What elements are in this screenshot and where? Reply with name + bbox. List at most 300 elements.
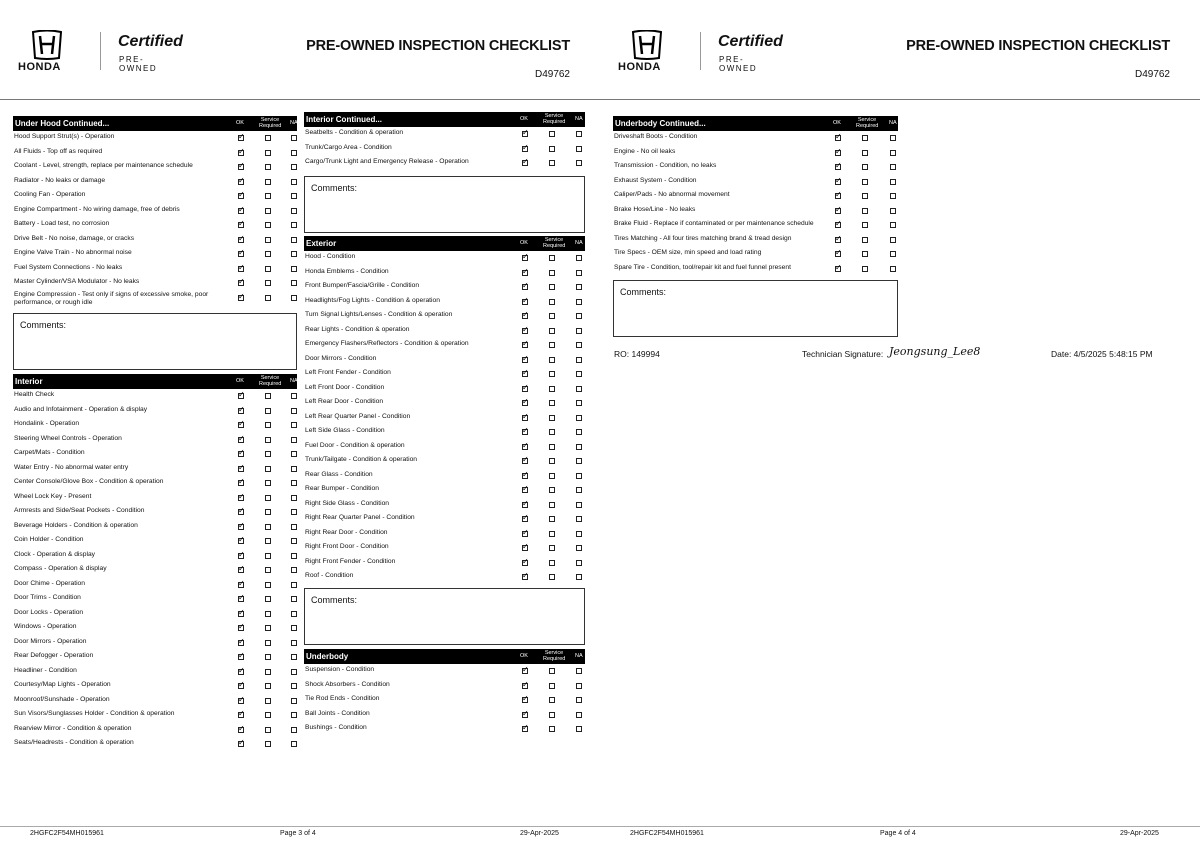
service-required-checkbox[interactable] bbox=[549, 726, 555, 732]
service-required-checkbox[interactable] bbox=[265, 741, 271, 747]
checklist-item-label: Fuel System Connections - No leaks bbox=[14, 263, 123, 271]
ok-checkbox[interactable] bbox=[238, 596, 244, 602]
ok-checkbox[interactable] bbox=[522, 299, 528, 305]
service-required-checkbox[interactable] bbox=[549, 473, 555, 479]
na-checkbox[interactable] bbox=[291, 524, 297, 530]
na-checkbox[interactable] bbox=[576, 371, 582, 377]
service-required-checkbox[interactable] bbox=[549, 502, 555, 508]
na-checkbox[interactable] bbox=[291, 266, 297, 272]
ok-checkbox[interactable] bbox=[238, 422, 244, 428]
service-required-checkbox[interactable] bbox=[549, 270, 555, 276]
na-checkbox[interactable] bbox=[890, 135, 896, 141]
checklist-row-hood-support-strut-s-operation bbox=[13, 131, 297, 146]
ok-checkbox[interactable] bbox=[238, 538, 244, 544]
ok-checkbox[interactable] bbox=[238, 251, 244, 257]
checklist-item-label: Turn Signal Lights/Lenses - Condition & operation bbox=[305, 311, 453, 318]
na-checkbox[interactable] bbox=[576, 415, 582, 421]
na-checkbox[interactable] bbox=[291, 683, 297, 689]
section-header bbox=[304, 649, 585, 664]
ok-checkbox[interactable] bbox=[238, 408, 244, 414]
honda-wordmark: HONDA bbox=[618, 61, 661, 73]
checklist-item-label: Seatbelts - Condition & operation bbox=[305, 129, 404, 136]
na-checkbox[interactable] bbox=[291, 654, 297, 660]
service-required-checkbox[interactable] bbox=[862, 193, 868, 199]
ok-checkbox[interactable] bbox=[522, 531, 528, 537]
ok-checkbox[interactable] bbox=[835, 193, 841, 199]
service-required-checkbox[interactable] bbox=[862, 164, 868, 170]
na-checkbox[interactable] bbox=[576, 712, 582, 718]
ok-checkbox[interactable] bbox=[238, 164, 244, 170]
ok-checkbox[interactable] bbox=[238, 683, 244, 689]
ok-checkbox[interactable] bbox=[238, 451, 244, 457]
na-checkbox[interactable] bbox=[291, 509, 297, 515]
checklist-item-label: Windows - Operation bbox=[14, 623, 77, 630]
service-required-checkbox[interactable] bbox=[549, 255, 555, 261]
service-required-checkbox[interactable] bbox=[549, 697, 555, 703]
ok-checkbox[interactable] bbox=[522, 574, 528, 580]
checklist-item-label: Transmission - Condition, no leaks bbox=[614, 162, 717, 169]
service-required-checkbox[interactable] bbox=[862, 251, 868, 257]
service-required-checkbox[interactable] bbox=[265, 625, 271, 631]
na-checkbox[interactable] bbox=[291, 222, 297, 228]
service-required-checkbox[interactable] bbox=[265, 640, 271, 646]
service-required-checkbox[interactable] bbox=[549, 342, 555, 348]
ok-checkbox[interactable] bbox=[522, 160, 528, 166]
ok-checkbox[interactable] bbox=[238, 437, 244, 443]
na-checkbox[interactable] bbox=[291, 251, 297, 257]
service-required-checkbox[interactable] bbox=[265, 208, 271, 214]
ok-checkbox[interactable] bbox=[238, 524, 244, 530]
checklist-row-radiator-no-leaks-or-damage bbox=[13, 175, 297, 190]
section-header bbox=[304, 236, 585, 251]
service-required-checkbox[interactable] bbox=[549, 458, 555, 464]
checklist-item-label: Engine Compartment - No wiring damage, free of debris bbox=[14, 205, 180, 213]
checklist-row-door-mirrors-condition bbox=[304, 353, 585, 368]
service-required-checkbox[interactable] bbox=[265, 712, 271, 718]
ok-checkbox[interactable] bbox=[238, 466, 244, 472]
na-checkbox[interactable] bbox=[890, 193, 896, 199]
ok-checkbox[interactable] bbox=[238, 208, 244, 214]
na-checkbox[interactable] bbox=[576, 683, 582, 689]
service-required-checkbox[interactable] bbox=[265, 266, 271, 272]
service-required-checkbox[interactable] bbox=[549, 683, 555, 689]
ok-checkbox[interactable] bbox=[522, 502, 528, 508]
service-required-checkbox[interactable] bbox=[265, 538, 271, 544]
service-required-checkbox[interactable] bbox=[265, 553, 271, 559]
service-required-checkbox[interactable] bbox=[265, 654, 271, 660]
section-title: Underbody bbox=[306, 652, 349, 661]
na-checkbox[interactable] bbox=[291, 295, 297, 301]
na-checkbox[interactable] bbox=[576, 458, 582, 464]
ok-checkbox[interactable] bbox=[835, 135, 841, 141]
na-checkbox[interactable] bbox=[291, 208, 297, 214]
ok-checkbox[interactable] bbox=[522, 683, 528, 689]
na-checkbox[interactable] bbox=[890, 208, 896, 214]
ok-checkbox[interactable] bbox=[522, 270, 528, 276]
service-required-checkbox[interactable] bbox=[265, 193, 271, 199]
na-checkbox[interactable] bbox=[576, 473, 582, 479]
service-required-checkbox[interactable] bbox=[265, 150, 271, 156]
na-checkbox[interactable] bbox=[291, 669, 297, 675]
na-checkbox[interactable] bbox=[291, 164, 297, 170]
na-checkbox[interactable] bbox=[890, 237, 896, 243]
service-required-checkbox[interactable] bbox=[549, 429, 555, 435]
checklist-item-label: All Fluids - Top off as required bbox=[14, 147, 103, 155]
ok-checkbox[interactable] bbox=[238, 712, 244, 718]
na-checkbox[interactable] bbox=[291, 538, 297, 544]
service-required-checkbox[interactable] bbox=[265, 480, 271, 486]
footer-page-number: Page 4 of 4 bbox=[880, 830, 916, 837]
na-checkbox[interactable] bbox=[890, 266, 896, 272]
service-required-checkbox[interactable] bbox=[265, 567, 271, 573]
checklist-item-label: Tie Rod Ends - Condition bbox=[305, 695, 380, 702]
ok-checkbox[interactable] bbox=[238, 393, 244, 399]
ok-checkbox[interactable] bbox=[522, 146, 528, 152]
service-required-checkbox[interactable] bbox=[265, 582, 271, 588]
service-required-checkbox[interactable] bbox=[265, 524, 271, 530]
service-required-checkbox[interactable] bbox=[862, 150, 868, 156]
ok-checkbox[interactable] bbox=[238, 135, 244, 141]
ok-checkbox[interactable] bbox=[238, 280, 244, 286]
ok-checkbox[interactable] bbox=[238, 625, 244, 631]
na-checkbox[interactable] bbox=[576, 255, 582, 261]
service-required-checkbox[interactable] bbox=[549, 444, 555, 450]
checklist-item-label: Spare Tire - Condition, tool/repair kit and fuel funnel present bbox=[614, 263, 791, 271]
na-checkbox[interactable] bbox=[291, 437, 297, 443]
column-ok-label: OK bbox=[520, 240, 528, 246]
service-required-checkbox[interactable] bbox=[265, 727, 271, 733]
service-required-checkbox[interactable] bbox=[265, 408, 271, 414]
na-checkbox[interactable] bbox=[291, 596, 297, 602]
checklist-row-cooling-fan-operation bbox=[13, 189, 297, 204]
ok-checkbox[interactable] bbox=[522, 487, 528, 493]
service-required-checkbox[interactable] bbox=[265, 669, 271, 675]
ok-checkbox[interactable] bbox=[238, 480, 244, 486]
ok-checkbox[interactable] bbox=[238, 179, 244, 185]
service-required-checkbox[interactable] bbox=[549, 386, 555, 392]
ok-checkbox[interactable] bbox=[238, 222, 244, 228]
na-checkbox[interactable] bbox=[291, 480, 297, 486]
service-required-checkbox[interactable] bbox=[265, 237, 271, 243]
service-required-checkbox[interactable] bbox=[265, 179, 271, 185]
service-required-checkbox[interactable] bbox=[549, 545, 555, 551]
na-checkbox[interactable] bbox=[576, 574, 582, 580]
ok-checkbox[interactable] bbox=[238, 495, 244, 501]
ok-checkbox[interactable] bbox=[238, 266, 244, 272]
checklist-row-right-rear-quarter-panel-condition bbox=[304, 512, 585, 527]
service-required-checkbox[interactable] bbox=[265, 596, 271, 602]
ok-checkbox[interactable] bbox=[522, 712, 528, 718]
na-checkbox[interactable] bbox=[291, 179, 297, 185]
service-required-checkbox[interactable] bbox=[265, 422, 271, 428]
checklist-item-label: Rear Lights - Condition & operation bbox=[305, 325, 410, 333]
service-required-checkbox[interactable] bbox=[549, 299, 555, 305]
na-checkbox[interactable] bbox=[890, 150, 896, 156]
service-required-checkbox[interactable] bbox=[549, 487, 555, 493]
service-required-checkbox[interactable] bbox=[549, 400, 555, 406]
service-required-checkbox[interactable] bbox=[265, 509, 271, 515]
service-required-checkbox[interactable] bbox=[265, 251, 271, 257]
checklist-item-label: Cooling Fan - Operation bbox=[14, 191, 86, 198]
checklist-item-label: Left Side Glass - Condition bbox=[305, 427, 385, 434]
na-checkbox[interactable] bbox=[291, 741, 297, 747]
ok-checkbox[interactable] bbox=[522, 458, 528, 464]
na-checkbox[interactable] bbox=[291, 393, 297, 399]
checklist-row-moonroof-sunshade-operation bbox=[13, 694, 297, 709]
ok-checkbox[interactable] bbox=[835, 150, 841, 156]
na-checkbox[interactable] bbox=[291, 451, 297, 457]
comments-label: Comments: bbox=[620, 287, 667, 297]
na-checkbox[interactable] bbox=[291, 237, 297, 243]
checklist-item-label: Left Front Fender - Condition bbox=[305, 369, 391, 376]
service-required-checkbox[interactable] bbox=[265, 466, 271, 472]
na-checkbox[interactable] bbox=[291, 640, 297, 646]
service-required-checkbox[interactable] bbox=[265, 280, 271, 286]
na-checkbox[interactable] bbox=[291, 625, 297, 631]
na-checkbox[interactable] bbox=[291, 727, 297, 733]
ok-checkbox[interactable] bbox=[522, 313, 528, 319]
na-checkbox[interactable] bbox=[576, 429, 582, 435]
ok-checkbox[interactable] bbox=[522, 473, 528, 479]
ok-checkbox[interactable] bbox=[238, 193, 244, 199]
technician-signature: Jeongsung_Lee8 bbox=[889, 345, 981, 358]
ok-checkbox[interactable] bbox=[522, 560, 528, 566]
ok-checkbox[interactable] bbox=[522, 342, 528, 348]
ok-checkbox[interactable] bbox=[835, 208, 841, 214]
ok-checkbox[interactable] bbox=[522, 429, 528, 435]
checklist-item-label: Bushings - Condition bbox=[305, 724, 367, 731]
service-required-checkbox[interactable] bbox=[549, 160, 555, 166]
service-required-checkbox[interactable] bbox=[549, 313, 555, 319]
ok-checkbox[interactable] bbox=[835, 179, 841, 185]
checklist-item-label: Brake Fluid - Replace if contaminated or per maintenance schedule bbox=[614, 220, 814, 227]
technician-signature-label: Technician Signature: bbox=[802, 349, 884, 359]
service-required-checkbox[interactable] bbox=[265, 611, 271, 617]
na-checkbox[interactable] bbox=[291, 408, 297, 414]
na-checkbox[interactable] bbox=[576, 160, 582, 166]
checklist-row-ball-joints-condition bbox=[304, 708, 585, 723]
na-checkbox[interactable] bbox=[291, 422, 297, 428]
ok-checkbox[interactable] bbox=[522, 400, 528, 406]
ok-checkbox[interactable] bbox=[835, 222, 841, 228]
comments-label: Comments: bbox=[311, 183, 358, 193]
na-checkbox[interactable] bbox=[576, 131, 582, 137]
service-required-checkbox[interactable] bbox=[549, 371, 555, 377]
na-checkbox[interactable] bbox=[291, 280, 297, 286]
na-checkbox[interactable] bbox=[890, 222, 896, 228]
ok-checkbox[interactable] bbox=[522, 328, 528, 334]
service-required-checkbox[interactable] bbox=[265, 295, 271, 301]
service-required-checkbox[interactable] bbox=[549, 415, 555, 421]
ok-checkbox[interactable] bbox=[835, 266, 841, 272]
na-checkbox[interactable] bbox=[576, 444, 582, 450]
na-checkbox[interactable] bbox=[576, 545, 582, 551]
ok-checkbox[interactable] bbox=[835, 251, 841, 257]
service-required-checkbox[interactable] bbox=[862, 222, 868, 228]
service-required-checkbox[interactable] bbox=[862, 135, 868, 141]
footer-date: 29-Apr-2025 bbox=[1120, 830, 1159, 837]
comments-box-underbody[interactable] bbox=[613, 280, 898, 337]
na-checkbox[interactable] bbox=[576, 386, 582, 392]
na-checkbox[interactable] bbox=[291, 466, 297, 472]
checklist-row-battery-load-test-no-corrosion bbox=[13, 218, 297, 233]
na-checkbox[interactable] bbox=[576, 328, 582, 334]
ok-checkbox[interactable] bbox=[522, 697, 528, 703]
na-checkbox[interactable] bbox=[890, 164, 896, 170]
na-checkbox[interactable] bbox=[291, 150, 297, 156]
ok-checkbox[interactable] bbox=[238, 509, 244, 515]
service-required-checkbox[interactable] bbox=[862, 266, 868, 272]
na-checkbox[interactable] bbox=[291, 193, 297, 199]
na-checkbox[interactable] bbox=[576, 502, 582, 508]
na-checkbox[interactable] bbox=[576, 516, 582, 522]
na-checkbox[interactable] bbox=[576, 726, 582, 732]
ok-checkbox[interactable] bbox=[522, 131, 528, 137]
ok-checkbox[interactable] bbox=[238, 582, 244, 588]
service-required-checkbox[interactable] bbox=[265, 135, 271, 141]
column-service-required-label: Service Required bbox=[543, 237, 566, 249]
checklist-row-beverage-holders-condition-operation bbox=[13, 520, 297, 535]
ok-checkbox[interactable] bbox=[522, 371, 528, 377]
na-checkbox[interactable] bbox=[291, 135, 297, 141]
comments-box-interior[interactable] bbox=[304, 176, 585, 233]
column-service-required-label: Service Required bbox=[856, 117, 879, 129]
column-ok-label: OK bbox=[833, 120, 841, 126]
na-checkbox[interactable] bbox=[576, 146, 582, 152]
column-na-label: NA bbox=[889, 120, 897, 126]
ok-checkbox[interactable] bbox=[835, 164, 841, 170]
service-required-checkbox[interactable] bbox=[549, 668, 555, 674]
ok-checkbox[interactable] bbox=[238, 295, 244, 301]
comments-box-exterior[interactable] bbox=[304, 588, 585, 645]
service-required-checkbox[interactable] bbox=[549, 574, 555, 580]
column-service-required-label: Service Required bbox=[259, 117, 282, 129]
na-checkbox[interactable] bbox=[576, 400, 582, 406]
service-required-checkbox[interactable] bbox=[549, 328, 555, 334]
ok-checkbox[interactable] bbox=[522, 415, 528, 421]
na-checkbox[interactable] bbox=[576, 270, 582, 276]
ok-checkbox[interactable] bbox=[238, 654, 244, 660]
column-na-label: NA bbox=[290, 120, 298, 126]
ok-checkbox[interactable] bbox=[522, 386, 528, 392]
ok-checkbox[interactable] bbox=[522, 357, 528, 363]
ok-checkbox[interactable] bbox=[238, 237, 244, 243]
service-required-checkbox[interactable] bbox=[549, 560, 555, 566]
service-required-checkbox[interactable] bbox=[862, 208, 868, 214]
na-checkbox[interactable] bbox=[890, 251, 896, 257]
na-checkbox[interactable] bbox=[576, 342, 582, 348]
service-required-checkbox[interactable] bbox=[549, 516, 555, 522]
service-required-checkbox[interactable] bbox=[862, 179, 868, 185]
service-required-checkbox[interactable] bbox=[862, 237, 868, 243]
ok-checkbox[interactable] bbox=[238, 640, 244, 646]
na-checkbox[interactable] bbox=[576, 668, 582, 674]
ok-checkbox[interactable] bbox=[238, 727, 244, 733]
service-required-checkbox[interactable] bbox=[265, 222, 271, 228]
checklist-item-label: Coin Holder - Condition bbox=[14, 536, 84, 543]
column-ok-label: OK bbox=[520, 116, 528, 122]
service-required-checkbox[interactable] bbox=[265, 451, 271, 457]
ok-checkbox[interactable] bbox=[522, 284, 528, 290]
checklist-row-brake-hose-line-no-leaks bbox=[613, 204, 898, 219]
header-divider bbox=[0, 99, 1200, 100]
na-checkbox[interactable] bbox=[291, 495, 297, 501]
na-checkbox[interactable] bbox=[576, 357, 582, 363]
ok-checkbox[interactable] bbox=[238, 741, 244, 747]
na-checkbox[interactable] bbox=[576, 299, 582, 305]
ok-checkbox[interactable] bbox=[522, 444, 528, 450]
ok-checkbox[interactable] bbox=[522, 726, 528, 732]
checklist-row-suspension-condition bbox=[304, 664, 585, 679]
na-checkbox[interactable] bbox=[576, 560, 582, 566]
column-ok-label: OK bbox=[236, 120, 244, 126]
comments-box-under-hood[interactable] bbox=[13, 313, 297, 370]
checklist-item-label: Door Mirrors - Condition bbox=[305, 354, 377, 362]
na-checkbox[interactable] bbox=[890, 179, 896, 185]
service-required-checkbox[interactable] bbox=[265, 683, 271, 689]
checklist-row-trunk-cargo-area-condition bbox=[304, 142, 585, 157]
checklist-row-engine-valve-train-no-abnormal-noise bbox=[13, 247, 297, 262]
service-required-checkbox[interactable] bbox=[549, 531, 555, 537]
ok-checkbox[interactable] bbox=[238, 567, 244, 573]
na-checkbox[interactable] bbox=[291, 698, 297, 704]
service-required-checkbox[interactable] bbox=[549, 357, 555, 363]
na-checkbox[interactable] bbox=[576, 313, 582, 319]
ok-checkbox[interactable] bbox=[238, 553, 244, 559]
service-required-checkbox[interactable] bbox=[265, 437, 271, 443]
checklist-item-label: Right Front Fender - Condition bbox=[305, 557, 396, 565]
service-required-checkbox[interactable] bbox=[265, 698, 271, 704]
ok-checkbox[interactable] bbox=[835, 237, 841, 243]
honda-h-icon bbox=[30, 30, 64, 60]
na-checkbox[interactable] bbox=[576, 531, 582, 537]
ok-checkbox[interactable] bbox=[238, 669, 244, 675]
checklist-item-label: Ball Joints - Condition bbox=[305, 709, 370, 717]
service-required-checkbox[interactable] bbox=[549, 131, 555, 137]
na-checkbox[interactable] bbox=[576, 697, 582, 703]
checklist-row-engine-compression-test-only-if-signs-of-excessi bbox=[13, 291, 297, 310]
service-required-checkbox[interactable] bbox=[265, 393, 271, 399]
ok-checkbox[interactable] bbox=[238, 698, 244, 704]
service-required-checkbox[interactable] bbox=[265, 164, 271, 170]
ok-checkbox[interactable] bbox=[522, 668, 528, 674]
service-required-checkbox[interactable] bbox=[265, 495, 271, 501]
na-checkbox[interactable] bbox=[291, 567, 297, 573]
ok-checkbox[interactable] bbox=[522, 545, 528, 551]
na-checkbox[interactable] bbox=[576, 487, 582, 493]
ok-checkbox[interactable] bbox=[238, 611, 244, 617]
service-required-checkbox[interactable] bbox=[549, 146, 555, 152]
ok-checkbox[interactable] bbox=[522, 255, 528, 261]
checklist-row-health-check bbox=[13, 389, 297, 404]
service-required-checkbox[interactable] bbox=[549, 712, 555, 718]
service-required-checkbox[interactable] bbox=[549, 284, 555, 290]
ok-checkbox[interactable] bbox=[238, 150, 244, 156]
column-na-label: NA bbox=[575, 116, 583, 122]
checklist-row-shock-absorbers-condition bbox=[304, 679, 585, 694]
na-checkbox[interactable] bbox=[291, 582, 297, 588]
na-checkbox[interactable] bbox=[576, 284, 582, 290]
na-checkbox[interactable] bbox=[291, 553, 297, 559]
na-checkbox[interactable] bbox=[291, 611, 297, 617]
ok-checkbox[interactable] bbox=[522, 516, 528, 522]
checklist-item-label: Door Chime - Operation bbox=[14, 579, 85, 587]
checklist-item-label: Door Mirrors - Operation bbox=[14, 637, 87, 645]
checklist-item-label: Trunk/Tailgate - Condition & operation bbox=[305, 456, 418, 463]
checklist-item-label: Engine Valve Train - No abnormal noise bbox=[14, 249, 132, 256]
na-checkbox[interactable] bbox=[291, 712, 297, 718]
checklist-row-master-cylinder-vsa-modulator-no-leaks bbox=[13, 276, 297, 291]
